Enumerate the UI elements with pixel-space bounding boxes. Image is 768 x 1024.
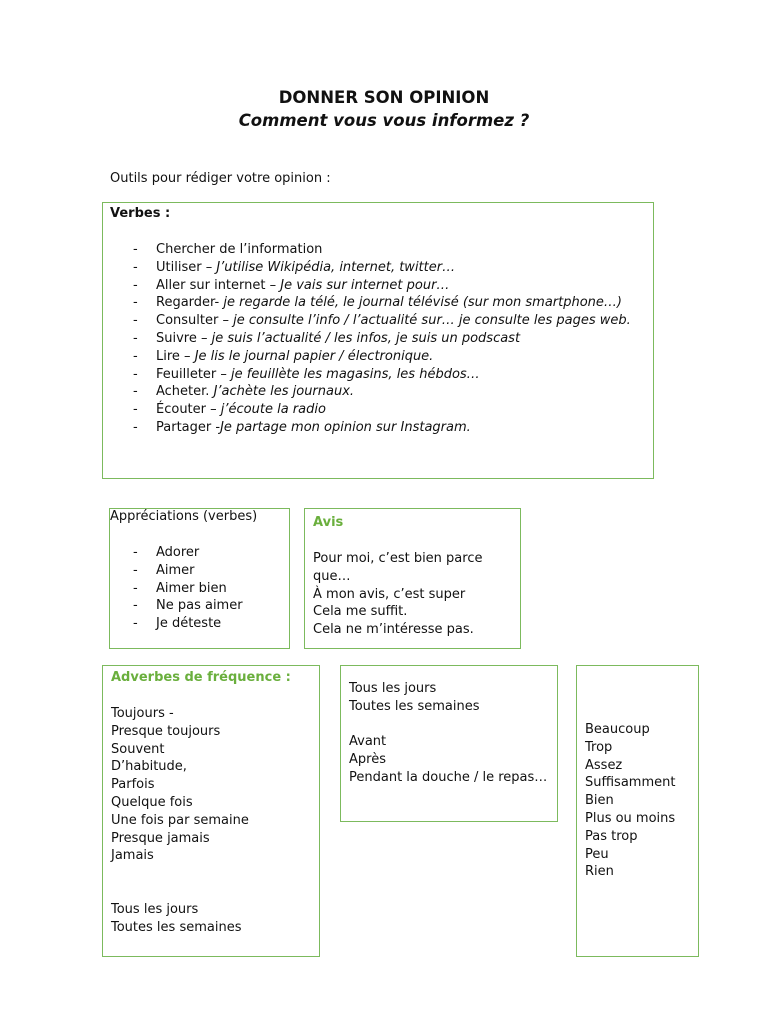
verbes-item — [156, 348, 433, 366]
moment-item: Avant — [349, 734, 387, 749]
verbes-item-verb: Aller sur internet – — [156, 277, 281, 293]
avis-line: que… — [313, 568, 351, 584]
verbes-item-example: J’achète les journaux. — [213, 384, 355, 400]
verbes-item-example: Je vais sur internet pour… — [280, 277, 450, 293]
avis-heading: Avis — [313, 515, 344, 530]
quantite-item: Suffisamment — [585, 775, 676, 791]
appreciations-heading: Appréciations (verbes) — [110, 509, 258, 524]
intro-text: Outils pour rédiger votre opinion : — [110, 171, 331, 186]
verbes-heading: Verbes : — [110, 206, 171, 221]
adverbe-extra-item: Tous les jours — [111, 902, 199, 917]
moment-item: Toutes les semaines — [349, 698, 480, 714]
adverbe-item: Une fois par semaine — [111, 812, 249, 828]
list-bullet: - — [133, 313, 138, 329]
verbes-item — [156, 294, 622, 312]
page-title: DONNER SON OPINION — [278, 88, 490, 107]
list-bullet: - — [133, 366, 138, 382]
quantite-item: Beaucoup — [585, 722, 650, 737]
list-bullet: - — [133, 277, 138, 293]
verbes-item-example: Je partage mon opinion sur Instagram. — [220, 420, 471, 435]
verbes-item — [156, 419, 471, 437]
appreciation-item: Aimer — [156, 562, 195, 578]
list-bullet: - — [133, 402, 138, 418]
verbes-item-example: Je lis le journal papier / électronique. — [194, 348, 434, 364]
verbes-item-example: j’écoute la radio — [220, 402, 326, 418]
list-bullet: - — [133, 616, 138, 632]
verbes-item-verb: Consulter – — [156, 313, 234, 329]
adverbe-item: Toujours - — [111, 706, 174, 721]
avis-line: Cela me suffit. — [313, 604, 408, 620]
adverbes-heading: Adverbes de fréquence : — [111, 670, 291, 685]
list-bullet: - — [133, 259, 138, 275]
list-bullet: - — [133, 384, 138, 400]
verbes-item-verb: Partager - — [156, 420, 221, 435]
appreciation-item: Adorer — [156, 545, 200, 560]
quantite-item: Bien — [585, 793, 614, 809]
moment-item: Après — [349, 751, 386, 767]
quantite-item: Trop — [585, 739, 613, 755]
adverbe-item: Parfois — [111, 777, 155, 793]
list-bullet: - — [133, 545, 138, 560]
moment-item: Tous les jours — [349, 681, 437, 696]
page-subtitle: Comment vous vous informez ? — [238, 111, 530, 130]
avis-line: À mon avis, c’est super — [313, 586, 466, 602]
adverbe-extra-item: Toutes les semaines — [111, 919, 242, 935]
verbes-item-example: je feuillète les magasins, les hébdos… — [231, 366, 480, 382]
list-bullet: - — [133, 420, 138, 435]
quantite-item: Pas trop — [585, 828, 638, 844]
verbes-item — [156, 259, 455, 277]
list-bullet: - — [133, 331, 138, 346]
adverbe-item: Presque jamais — [111, 830, 210, 846]
avis-line: Cela ne m’intéresse pas. — [313, 622, 474, 638]
verbes-item-example: je consulte l’info / l’actualité sur… je consulte les pages web. — [233, 313, 631, 329]
verbes-item — [156, 401, 326, 419]
moment-item: Pendant la douche / le repas… — [349, 769, 548, 785]
verbes-item — [156, 383, 354, 401]
verbes-item-example: J’utilise Wikipédia, internet, twitter… — [216, 259, 456, 275]
list-bullet: - — [133, 580, 138, 596]
verbes-item — [156, 277, 449, 295]
verbes-item-verb: Utiliser – — [156, 259, 217, 275]
list-bullet: - — [133, 598, 138, 614]
verbes-item — [156, 241, 322, 259]
appreciation-item: Aimer bien — [156, 580, 227, 596]
adverbe-item: Souvent — [111, 741, 165, 757]
adverbe-item: D’habitude, — [111, 759, 187, 775]
verbes-item-verb: Feuilleter – — [156, 366, 232, 382]
list-bullet: - — [133, 295, 138, 311]
adverbe-item: Presque toujours — [111, 723, 221, 739]
quantite-item: Rien — [585, 864, 614, 880]
quantite-item: Plus ou moins — [585, 811, 676, 826]
verbes-item-verb: Acheter. — [156, 384, 214, 400]
appreciation-item: Ne pas aimer — [156, 598, 243, 614]
list-bullet: - — [133, 242, 138, 257]
verbes-item — [156, 366, 480, 384]
verbes-item-verb: Lire – — [156, 348, 195, 364]
verbes-item-example: je suis l’actualité / les infos, je suis un podscast — [211, 331, 521, 346]
verbes-item — [156, 330, 520, 348]
adverbe-item: Quelque fois — [111, 795, 193, 810]
verbes-item-verb: Suivre – — [156, 331, 212, 346]
verbes-item-example: je regarde la télé, le journal télévisé (sur mon smartphone…) — [223, 295, 622, 311]
verbes-item — [156, 312, 631, 330]
quantite-item: Peu — [585, 846, 609, 862]
verbes-item-verb: Regarder- — [156, 295, 224, 311]
verbes-item-verb: Écouter – — [156, 402, 221, 418]
avis-line: Pour moi, c’est bien parce — [313, 551, 483, 566]
adverbe-item: Jamais — [111, 848, 154, 864]
list-bullet: - — [133, 562, 138, 578]
quantite-item: Assez — [585, 757, 623, 773]
verbes-item-verb: Chercher de l’information — [156, 242, 323, 257]
list-bullet: - — [133, 348, 138, 364]
appreciation-item: Je déteste — [156, 616, 222, 632]
